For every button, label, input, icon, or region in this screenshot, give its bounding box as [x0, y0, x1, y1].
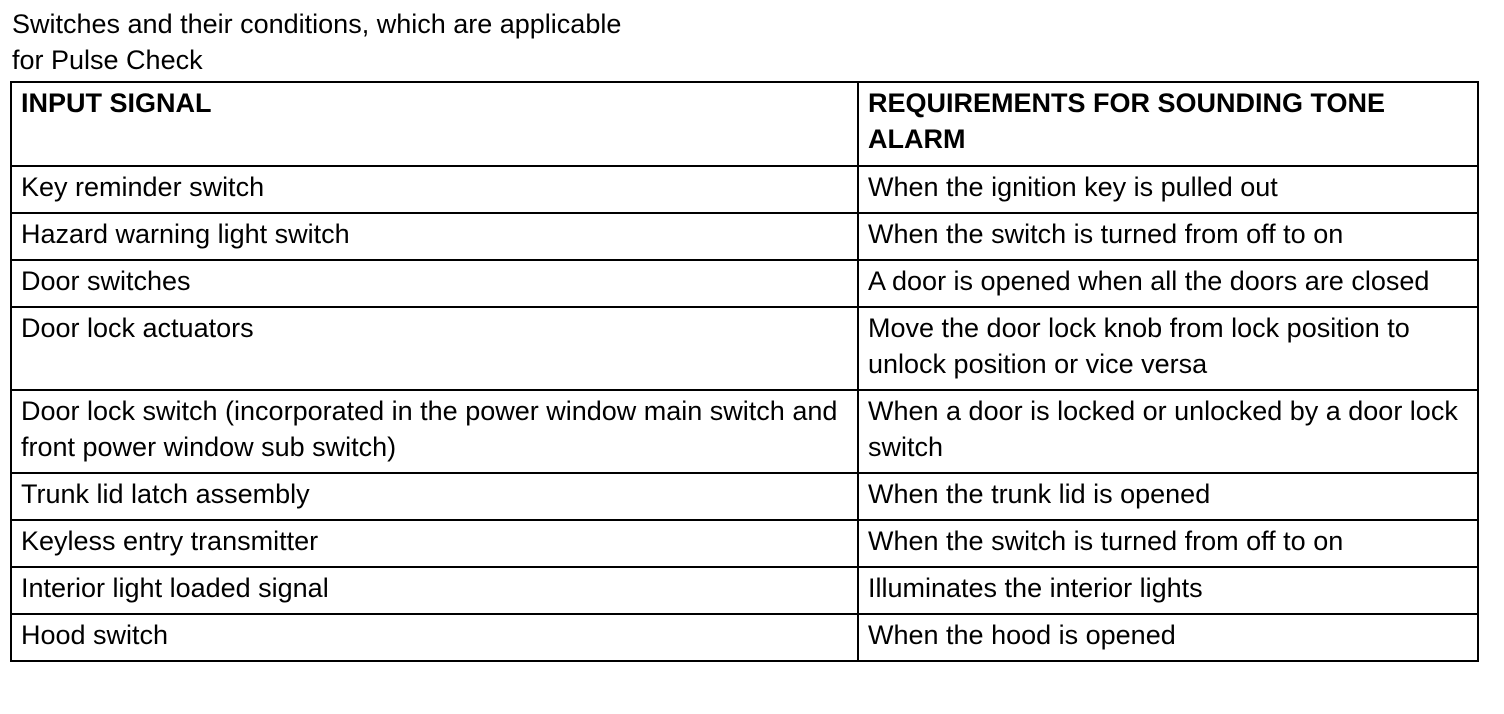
requirement-cell: A door is opened when all the doors are closed	[858, 260, 1478, 307]
table-row	[11, 390, 1478, 473]
table-row	[11, 520, 1478, 567]
input-signal-cell: Hood switch	[11, 614, 858, 661]
requirement-cell: When the switch is turned from off to on	[858, 213, 1478, 260]
table-row	[11, 260, 1478, 307]
input-signal-cell: Door switches	[11, 260, 858, 307]
requirement-cell: When the ignition key is pulled out	[858, 166, 1478, 213]
table-row	[11, 614, 1478, 661]
caption-line-1: Switches and their conditions, which are applicable	[12, 9, 622, 39]
switch-conditions-table	[10, 81, 1479, 662]
header-requirements: REQUIREMENTS FOR SOUNDING TONE ALARM	[858, 82, 1478, 166]
input-signal-cell: Interior light loaded signal	[11, 567, 858, 614]
input-signal-cell: Door lock actuators	[11, 307, 858, 390]
input-signal-cell: Keyless entry transmitter	[11, 520, 858, 567]
input-signal-cell: Key reminder switch	[11, 166, 858, 213]
requirement-cell: Illuminates the interior lights	[858, 567, 1478, 614]
table-caption	[12, 6, 621, 78]
requirement-cell: When a door is locked or unlocked by a door lock switch	[858, 390, 1478, 473]
requirement-cell: Move the door lock knob from lock position to unlock position or vice versa	[858, 307, 1478, 390]
requirement-cell: When the hood is opened	[858, 614, 1478, 661]
header-input-signal: INPUT SIGNAL	[11, 82, 858, 166]
table-row	[11, 473, 1478, 520]
input-signal-cell: Hazard warning light switch	[11, 213, 858, 260]
input-signal-cell: Door lock switch (incorporated in the power window main switch and front power window sub switch)	[11, 390, 858, 473]
caption-line-2: for Pulse Check	[12, 45, 203, 75]
requirement-cell: When the trunk lid is opened	[858, 473, 1478, 520]
table-row	[11, 307, 1478, 390]
table-row	[11, 213, 1478, 260]
input-signal-cell: Trunk lid latch assembly	[11, 473, 858, 520]
table-header-row	[11, 82, 1478, 166]
table-row	[11, 567, 1478, 614]
table-row	[11, 166, 1478, 213]
requirement-cell: When the switch is turned from off to on	[858, 520, 1478, 567]
